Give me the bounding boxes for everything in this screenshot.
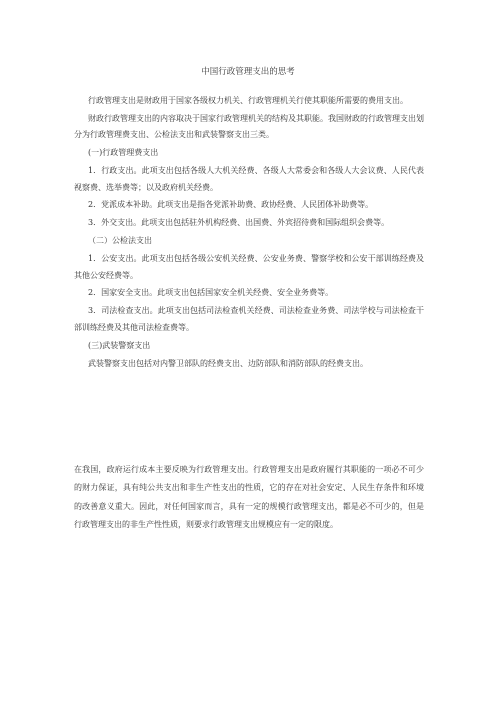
- heading-armed-police: (三)武装警察支出: [88, 340, 151, 350]
- paragraph-armed-police: 武装警察支出包括对内警卫部队的经费支出、边防部队和消防部队的经费支出。: [88, 358, 368, 368]
- list-item-administrative: 1．行政支出。此项支出包括各级人大机关经费、各级人大常委会和各级人大会议费、人民代表视察费、选举费等；以及政府机关经费。: [74, 166, 424, 192]
- paragraph-closing: 在我国，政府运行成本主要反映为行政管理支出。行政管理支出是政府履行其职能的一项必不可少的财力保证，具有纯公共支出和非生产性支出的性质，它的存在对社会安定、人民生存条件和环境的改善意义重大。因此，对任何国家而言，具有一定的规模行政管理支出，都是必不可少的，但是行政管理支出的非生产性性质，则要求行政管理支出规模应有一定的限度。: [74, 465, 424, 530]
- paragraph-definition: 行政管理支出是财政用于国家各级权力机关、行政管理机关行使其职能所需要的费用支出。: [88, 96, 408, 105]
- list-item-party-subsidy: 2．党派成本补助。此项支出是指各党派补助费、政协经费、人民团体补助费等。: [88, 200, 374, 210]
- list-item-police: 1．公安支出。此项支出包括各级公安机关经费、公安业务费、警察学校和公安干部训练经费及其他公安经费等。: [74, 254, 424, 280]
- list-item-judicial: 3．司法检查支出。此项支出包括司法检查机关经费、司法检查业务费、司法学校与司法检查干部训练经费及其他司法检查费等。: [74, 306, 424, 332]
- document-title: 中国行政管理支出的思考: [201, 67, 295, 77]
- document-body: [74, 93, 424, 374]
- heading-admin-expenses: (一)行政管理费支出: [88, 148, 159, 158]
- heading-public-security: （二）公检法支出: [88, 236, 152, 246]
- document-closing: [74, 461, 424, 535]
- paragraph-classification: 财政行政管理支出的内容取决于国家行政管理机关的结构及其职能。我国财政的行政管理支出划分为行政管理费支出、公检法支出和武装警察支出三类。: [74, 113, 424, 140]
- list-item-foreign-affairs: 3．外交支出。此项支出包括驻外机构经费、出国费、外宾招待费和国际组织会费等。: [88, 218, 390, 228]
- list-item-state-security: 2．国家安全支出。此项支出包括国家安全机关经费、安全业务费等。: [88, 288, 334, 298]
